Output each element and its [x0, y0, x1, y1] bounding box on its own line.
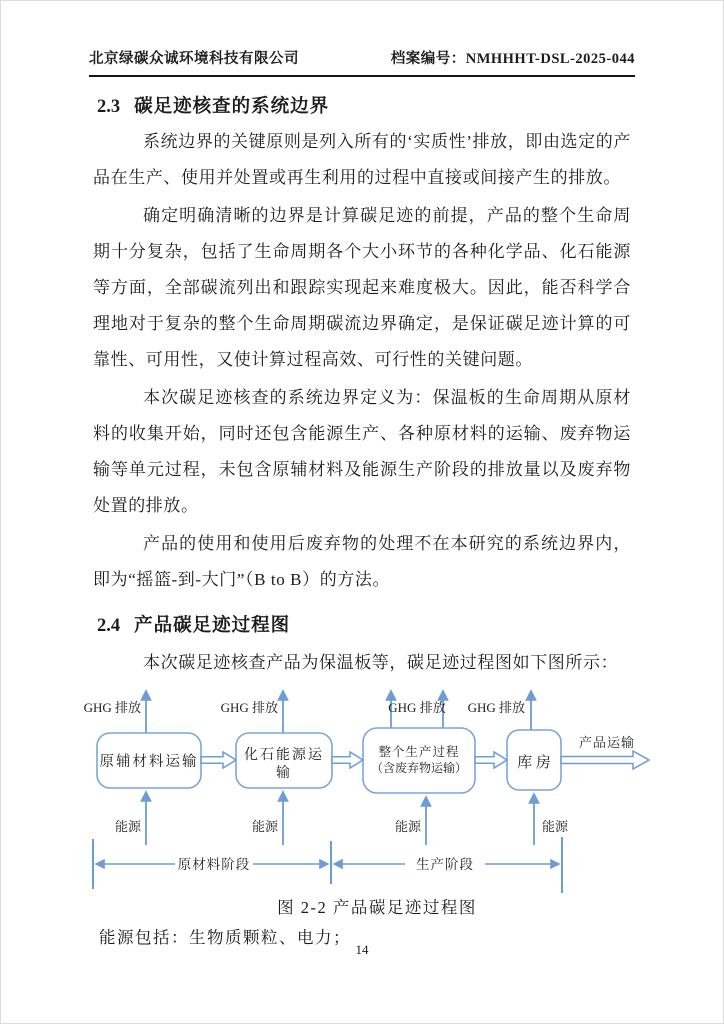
- paragraph-diagram-intro: 本次碳足迹核查产品为保温板等，碳足迹过程图如下图所示：: [143, 653, 619, 672]
- phase2-label: 生产阶段: [416, 857, 474, 872]
- section-2-4-heading: [97, 614, 631, 639]
- figure-caption: 图 2-2 产品碳足迹过程图: [277, 898, 477, 917]
- file-number-label: 档案编号：: [390, 51, 466, 67]
- page-header: [89, 47, 635, 77]
- company-name: 北京绿碳众诚环境科技有限公司: [89, 51, 299, 67]
- flow-arrow-3-4: [475, 752, 507, 768]
- flow-arrow-1-2: [201, 752, 236, 768]
- ghg-label-4: GHG 排放: [467, 700, 525, 715]
- paragraph-system-boundary-principle: 系统边界的关键原则是列入所有的‘实质性’排放，即由选定的产品在生产、使用并处置或再生利用的过程中直接或间接产生的排放。: [93, 132, 631, 187]
- process-flow-diagram: [61, 683, 721, 900]
- ghg-label-3: GHG 排放: [388, 700, 446, 715]
- box-warehouse-label: 库 房: [517, 755, 551, 771]
- file-number-group: [391, 47, 635, 68]
- ghg-label-2: GHG 排放: [220, 700, 278, 715]
- section-2-3-heading: [97, 95, 631, 120]
- page-number: 14: [355, 942, 369, 957]
- paragraph-boundary-definition: 本次碳足迹核查的系统边界定义为：保温板的生命周期从原材料的收集开始，同时还包含能源生产、各种原材料的运输、废弃物运输等单元过程，未包含原辅材料及能源生产阶段的排放量以及废弃物处置的排放。: [93, 388, 631, 515]
- section-2-4-number: 2.4: [97, 616, 121, 636]
- ghg-label-1: GHG 排放: [83, 700, 141, 715]
- box-raw-material-transport-label: 原辅材料运输: [99, 754, 199, 770]
- flow-arrow-product-out: [561, 751, 649, 769]
- energy-note: 能源包括：生物质颗粒、电力；: [99, 928, 351, 947]
- energy-label-2: 能源: [251, 819, 278, 834]
- box-fossil-energy-transport-line2: 输: [276, 766, 292, 781]
- box-production-process-line1: 整个生产过程: [378, 745, 460, 759]
- box-production-process-line2: （含废弃物运输）: [370, 761, 468, 775]
- page-body: [83, 95, 636, 948]
- box-fossil-energy-transport-line1: 化石能源运: [244, 748, 324, 763]
- section-2-3-number: 2.3: [97, 97, 121, 117]
- energy-label-4: 能源: [542, 819, 569, 834]
- paragraph-b-to-b-method: 产品的使用和使用后废弃物的处理不在本研究的系统边界内，即为“摇篮-到-大门”（B to B）的方法。: [93, 534, 631, 589]
- energy-label-1: 能源: [114, 819, 141, 834]
- energy-label-3: 能源: [394, 819, 421, 834]
- product-transport-label: 产品运输: [578, 735, 636, 750]
- process-flow-svg: [61, 683, 721, 895]
- section-2-4-title: 产品碳足迹过程图: [134, 616, 291, 636]
- phase1-label: 原材料阶段: [177, 857, 251, 872]
- paragraph-boundary-complexity: 确定明确清晰的边界是计算碳足迹的前提，产品的整个生命周期十分复杂，包括了生命周期各个大小环节的各种化学品、化石能源等方面，全部碳流列出和跟踪实现起来难度极大。因此，能否科学合理地对于复杂的整个生命周期碳流边界确定，是保证碳足迹计算的可靠性、可用性，又使计算过程高效、可行性的关键问题。: [93, 206, 631, 369]
- flow-arrow-2-3: [332, 752, 363, 768]
- file-number-value: NMHHHT-DSL-2025-044: [465, 51, 635, 67]
- section-2-3-title: 碳足迹核查的系统边界: [134, 97, 330, 117]
